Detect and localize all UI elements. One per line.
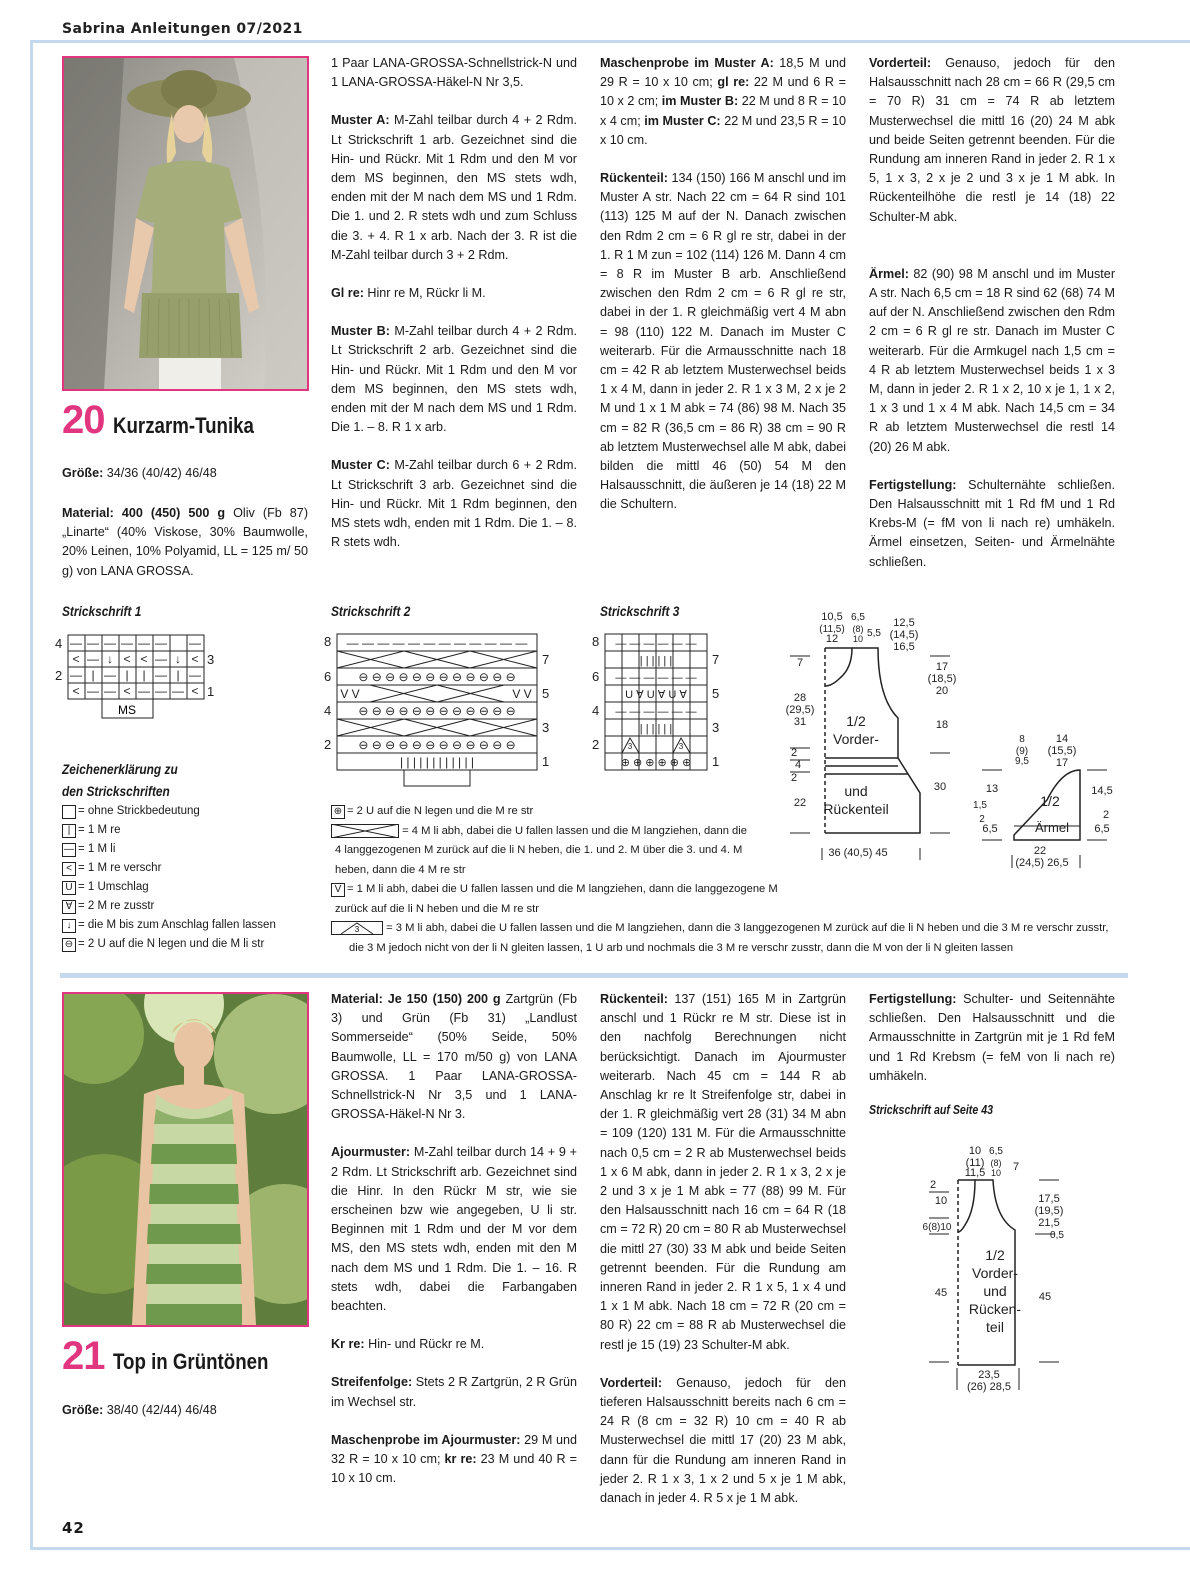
svg-text:12: 12	[825, 633, 839, 645]
svg-text:|: |	[142, 668, 146, 682]
pattern-title: Kurzarm-Tunika	[112, 413, 254, 438]
back-label: Rückenteil:	[600, 171, 668, 186]
gauge-label: Maschenprobe im Ajourmuster:	[331, 1432, 521, 1447]
svg-text:2: 2	[592, 737, 600, 752]
svg-text:(11): (11)	[965, 1157, 985, 1169]
svg-text:(26) 28,5: (26) 28,5	[966, 1381, 1012, 1393]
muster-a-label: Muster A:	[331, 113, 390, 128]
svg-text:6,5: 6,5	[1094, 823, 1110, 835]
ajour-text: M-Zahl teilbar durch 14 + 9 + 2 Rdm. Lt Strickschrift arb. Gezeichnet sind die Hinr. In den Rückr M str, wie sie erscheinen bzw wie angegeben, U li str. Beginnen mit 1 Rdm und der M vor dem MS, den MS stets wdh, enden mit den M nach dem MS und 1 Rdm. Die 1. – 16. R stets wdh, dabei die Farbangaben beachten.	[331, 1145, 578, 1314]
svg-text:11,5: 11,5	[964, 1167, 986, 1179]
muster-b-text: M-Zahl teilbar durch 4 + 2 Rdm. Lt Strickschrift 2 arb. Gezeichnet sind die Hin- und Rückr. Mit 1 Rdm und den M vor dem MS beginnen, den MS stets wdh, enden mit der M nach dem MS und 1 Rdm. Die 1. – 8. R 1 x arb.	[331, 324, 577, 435]
gauge-label: Maschenprobe im Muster A:	[600, 56, 774, 70]
kr-re-label: Kr re:	[331, 1337, 365, 1352]
kr-re-text: Hin- und Rückr re M.	[368, 1337, 485, 1352]
svg-text:<: <	[191, 652, 199, 666]
svg-text:4: 4	[794, 759, 802, 771]
svg-text:|: |	[176, 668, 180, 682]
svg-text:18: 18	[935, 719, 949, 731]
material-20	[62, 504, 308, 581]
svg-text:und: und	[983, 1283, 1007, 1299]
svg-text:1/2: 1/2	[846, 713, 866, 729]
section-20-title	[62, 398, 278, 443]
svg-text:14,5: 14,5	[1091, 785, 1113, 797]
svg-text:<: <	[123, 652, 131, 666]
svg-text:—: —	[121, 636, 133, 650]
svg-text:—: —	[87, 652, 99, 666]
sleeve-label: Ärmel:	[869, 266, 909, 281]
back-text: 134 (150) 166 M anschl und im Muster A str. Nach 22 cm = 64 R sind 101 (113) 125 M auf der N. Danach zwischen den Rdm 2 cm = 6 R gl re str, dabei in der 1. R 1 M zun = 102 (114) 126 M. Dann 4 cm = 8 R im Muster B arb. Anschließend zwischen den Rdm 2 cm = 6 R gl re str, dabei in der 1. R gleichmäßig vert 4 M abn = 98 (110) 122 M. Danach im Muster C weiterarb. Für die Armausschnitte nach 18 cm = 42 R ab letztem Musterwechsel beids 1 x 4 M, dann in jeder 2. R 1 x 3 M, 2 x je 2 M und 1 x 1 M abk = 74 (86) 98 M. Nach 35 cm = 82 R (36,5 cm = 86 R) 38 cm = 90 R ab letztem Musterwechsel alle M abk, dabei bilden die mittl 46 (50) 54 M den Halsausschnitt, die äußeren je 14 (18) 22 M die Schultern.	[600, 171, 846, 512]
needles-text: 1 Paar LANA-GROSSA-Schnellstrick-N und 1 LANA-GROSSA-Häkel-N Nr 3,5.	[331, 56, 577, 90]
muster-b-label: Muster B:	[331, 324, 390, 339]
svg-text:5: 5	[712, 686, 720, 701]
section-21-title	[62, 1334, 295, 1379]
drop-stitch-icon: ↓	[62, 919, 76, 933]
knitting-chart-2	[320, 630, 560, 790]
svg-text:⊖ ⊖ ⊖ ⊖ ⊖ ⊖ ⊖ ⊖ ⊖ ⊖ ⊖ ⊖: ⊖ ⊖ ⊖ ⊖ ⊖ ⊖ ⊖ ⊖ ⊖ ⊖ ⊖ ⊖	[358, 704, 516, 718]
svg-text:2: 2	[979, 814, 985, 825]
blank-symbol-icon	[62, 805, 76, 819]
schematic-body-20	[780, 608, 980, 868]
svg-text:(9): (9)	[1015, 746, 1029, 757]
svg-text:(14,5): (14,5)	[889, 629, 919, 641]
column-21-d	[869, 990, 1115, 1105]
sleeve-text: 82 (90) 98 M anschl und im Muster A str. Nach 6,5 cm = 18 R sind 62 (68) 74 M auf der N. Anschließend zwischen den Rdm 2 cm = 6 R gl re str. Danach im Muster C weiterarb. Für die Armkugel nach 1,5 cm = 4 R ab letztem Musterwechsel beids 1 x 3 M, dann in jeder 2. R 1 x 2, 10 x je 1, 1 x 2, 1 x 3 und 1 x 4 M abk. Nach 14,5 cm = 34 R ab letztem Musterwechsel die restl 14 (20) 26 M abk.	[869, 266, 1116, 454]
size-value: 34/36 (40/42) 46/48	[106, 466, 217, 480]
gl-re-text: Hinr re M, Rückr li M.	[367, 286, 486, 301]
size-value: 38/40 (42/44) 46/48	[106, 1403, 217, 1417]
svg-text:30: 30	[933, 781, 947, 793]
photo-tunika	[62, 56, 309, 391]
size-label: Größe:	[62, 466, 104, 480]
knitting-chart-1	[52, 630, 232, 725]
muster-c-text: M-Zahl teilbar durch 6 + 2 Rdm. Lt Strickschrift 3 arb. Gezeichnet sind die Hin- und Rückr. Mit 1 Rdm beginnen, den MS stets wdh, enden mit 1 Rdm. Die 1. – 8. R stets wdh.	[331, 458, 577, 550]
svg-text:6(8)10: 6(8)10	[922, 1222, 952, 1233]
purl-stitch-icon: —	[64, 844, 74, 855]
svg-text:(29,5): (29,5)	[785, 704, 815, 716]
svg-text:—: —	[104, 684, 116, 698]
svg-text:—: —	[87, 684, 99, 698]
svg-text:(24,5) 26,5: (24,5) 26,5	[1015, 857, 1069, 869]
column-20-d	[869, 54, 1115, 591]
knitting-chart-3	[588, 630, 728, 790]
svg-text:⊕ ⊕ ⊕ ⊕ ⊕ ⊕: ⊕ ⊕ ⊕ ⊕ ⊕ ⊕	[620, 757, 692, 769]
svg-text:2: 2	[790, 772, 798, 784]
svg-text:(8): (8)	[990, 1158, 1002, 1168]
svg-text:45: 45	[1038, 1291, 1052, 1303]
svg-text:1,5: 1,5	[973, 800, 987, 811]
yarn-over-icon: U	[62, 881, 76, 895]
svg-text:28: 28	[793, 692, 807, 704]
svg-text:(8): (8)	[852, 624, 864, 634]
svg-text:1: 1	[542, 754, 550, 769]
svg-text:— — — — — — — — — — — —: — — — — — — — — — — — —	[346, 636, 528, 650]
legend-item: < = 1 M re verschr	[62, 859, 276, 878]
svg-text:Ärmel: Ärmel	[1035, 820, 1069, 835]
svg-text:— — — — — —: — — — — — —	[615, 706, 697, 718]
material-label: Material: Je 150 (150) 200 g	[331, 992, 501, 1006]
svg-text:17: 17	[1055, 757, 1069, 769]
svg-text:9,5: 9,5	[1015, 756, 1029, 767]
legend-item-cont: 4 langgezogenen M zurück auf die li N heben, die 1. und 2. M über die 3. und 4. M	[335, 844, 743, 856]
svg-text:2: 2	[790, 747, 798, 759]
svg-text:4: 4	[592, 703, 600, 718]
svg-text:8: 8	[324, 634, 332, 649]
legend-title-line-1: Zeichenerklärung zu	[62, 761, 178, 777]
size-label: Größe:	[62, 1403, 104, 1417]
column-20-c	[600, 54, 846, 534]
svg-text:6,5: 6,5	[982, 823, 998, 835]
svg-text:—: —	[155, 652, 167, 666]
schematic-sleeve-20	[972, 730, 1122, 870]
svg-text:17: 17	[935, 661, 949, 673]
svg-text:— — — — — —: — — — — — —	[615, 638, 697, 650]
legend-item: = ohne Strickbedeutung	[62, 802, 276, 821]
legend-item: ∀ = 2 M re zusstr	[62, 897, 276, 916]
svg-text:3: 3	[712, 720, 720, 735]
svg-text:—: —	[87, 636, 99, 650]
gauge-text: 18,5 M und 29 R = 10 x 10 cm; gl re: 22 M und 6 R = 10 x 2 cm; im Muster B: 22 M und 8 R = 10 x 4 cm; im Muster C: 22 M und 23,5 R = 10 x 10 cm.	[600, 56, 846, 147]
svg-text:16,5: 16,5	[893, 641, 915, 653]
legend-item: U = 1 Umschlag	[62, 878, 276, 897]
legend-item-cont: zurück auf die li N heben und die M re str	[335, 902, 539, 915]
svg-text:|: |	[125, 668, 129, 682]
pattern-number: 21	[62, 1334, 105, 1378]
svg-text:und: und	[844, 783, 868, 799]
legend-item: ⊕ = 2 U auf die N legen und die M re str	[331, 802, 1111, 822]
svg-text:5: 5	[542, 686, 550, 701]
k2tog-icon: ∀	[62, 900, 76, 914]
svg-text:U ∀ U ∀ U ∀: U ∀ U ∀ U ∀	[625, 689, 687, 701]
chart-3-title: Strickschrift 3	[600, 603, 680, 619]
svg-text:Vorder-: Vorder-	[833, 731, 879, 747]
svg-text:3: 3	[542, 720, 550, 735]
svg-text:20: 20	[935, 685, 949, 697]
svg-text:10: 10	[968, 1145, 982, 1157]
svg-text:6,5: 6,5	[989, 1146, 1003, 1157]
size-21	[62, 1403, 310, 1417]
stripe-text: Stets 2 R Zartgrün, 2 R Grün im Wechsel str.	[331, 1375, 578, 1409]
svg-text:—: —	[70, 636, 82, 650]
svg-text:10: 10	[990, 1168, 1002, 1178]
row-num-4: 4	[55, 636, 63, 651]
svg-text:6,5: 6,5	[851, 612, 865, 623]
svg-text:Vorder-: Vorder-	[972, 1265, 1018, 1281]
svg-text:<: <	[72, 684, 80, 698]
slip-elongated-icon: V	[331, 883, 345, 897]
gl-re-label: Gl re:	[331, 286, 364, 301]
svg-text:(19,5): (19,5)	[1034, 1205, 1064, 1217]
back-label: Rückenteil:	[600, 992, 668, 1006]
svg-text:1/2: 1/2	[1040, 793, 1060, 809]
photo-tunika-illustration	[64, 58, 307, 389]
svg-text:17,5: 17,5	[1038, 1193, 1060, 1205]
legend-title-line-2: den Strickschriften	[62, 783, 170, 799]
ms-label: MS	[118, 703, 136, 717]
front-text: Genauso, jedoch für den Halsausschnitt nach 28 cm = 66 R (29,5 cm = 70 R) 31 cm = 74 R ab letztem Musterwechsel die mittl 16 (20) 24 M abk und beide Seiten getrennt beenden. Für die Rundung am inneren Rand in jeder 2. R 1 x 5, 1 x 3, 2 x je 2 und 3 x je 1 M abk. In Rückenteilhöhe die restl je 14 (18) 22 Schulter-M abk.	[869, 56, 1116, 224]
knit-stitch-icon: |	[62, 824, 76, 838]
svg-text:4: 4	[324, 703, 332, 718]
muster-c-label: Muster C:	[331, 458, 390, 473]
photo-top	[62, 992, 309, 1327]
svg-text:Rückenteil: Rückenteil	[823, 801, 889, 817]
svg-text:— — — — — —: — — — — — —	[615, 672, 697, 684]
svg-text:| | | | | |: | | | | | |	[639, 655, 673, 667]
svg-text:1/2: 1/2	[985, 1247, 1005, 1263]
svg-text:10,5: 10,5	[821, 611, 843, 623]
svg-text:0,5: 0,5	[1050, 1230, 1064, 1241]
legend-title	[62, 758, 178, 802]
svg-text:1: 1	[712, 754, 720, 769]
cluster-3-icon	[331, 921, 383, 935]
page-number: 42	[62, 1519, 85, 1537]
column-21-c	[600, 990, 846, 1527]
svg-text:<: <	[123, 684, 131, 698]
finishing-label: Fertigstellung:	[869, 992, 957, 1006]
legend-item: V = 1 M li abh, dabei die U fallen lassen und die M langziehen, dann die langgezogene M	[331, 880, 1111, 900]
twisted-knit-icon: <	[62, 862, 76, 876]
legend-item: = 4 M li abh, dabei die U fallen lassen und die M langziehen, dann die	[331, 822, 1111, 842]
svg-text:2: 2	[929, 1179, 937, 1191]
legend-item-cont: die 3 M jedoch nicht von der li N gleiten lassen, 1 U arb und nochmals die 3 M re verschr zusstr, dann die M von der li N gleiten lassen	[349, 941, 1014, 954]
svg-text:8: 8	[1019, 734, 1025, 745]
muster-a-text: M-Zahl teilbar durch 4 + 2 Rdm. Lt Strickschrift 1 arb. Gezeichnet sind die Hin- und Rückr. Mit 1 Rdm und den M vor dem MS beginnen, den MS stets wdh, enden mit der M nach dem MS und 1 Rdm. Die 1. und 2. R stets wdh und zum Schluss die 3. + 4. R 1 x arb. Nach der 3. R ist die M-Zahl teilbar durch 3 + 2 Rdm.	[331, 113, 578, 262]
size-20	[62, 466, 310, 480]
svg-text:14: 14	[1055, 733, 1069, 745]
svg-text:(15,5): (15,5)	[1047, 745, 1077, 757]
svg-text:V V: V V	[340, 687, 360, 701]
svg-text:⊖ ⊖ ⊖ ⊖ ⊖ ⊖ ⊖ ⊖ ⊖ ⊖ ⊖ ⊖: ⊖ ⊖ ⊖ ⊖ ⊖ ⊖ ⊖ ⊖ ⊖ ⊖ ⊖ ⊖	[358, 738, 516, 752]
finishing-text: Schulternähte schließen. Den Halsausschnitt mit 1 Rd fM und 1 Rd Krebs-M (= fM von li nach re) umhäkeln. Ärmel einsetzen, Seiten- und Ärmelnähte schließen.	[869, 477, 1115, 569]
svg-text:| | | | | | | | | |: | | | | | | | | | | | |	[399, 755, 475, 769]
gauge-text: 29 M und 32 R = 10 x 10 cm; kr re: 23 M und 40 R = 10 x 10 cm.	[331, 1432, 578, 1486]
pattern-title: Top in Grüntönen	[112, 1349, 268, 1374]
svg-text:45: 45	[934, 1287, 948, 1299]
svg-text:—: —	[172, 684, 184, 698]
column-21-b	[331, 990, 577, 1507]
front-label: Vorderteil:	[600, 1375, 663, 1390]
ajour-label: Ajourmuster:	[331, 1145, 411, 1160]
pattern-number: 20	[62, 398, 105, 442]
double-yo-purl-icon: ⊖	[62, 938, 76, 952]
material-text: Oliv (Fb 87) „Linarte“ (40% Viskose, 30% Baumwolle, 20% Leinen, 10% Polyamid, LL = 125 m/ 50 g) von LANA GROSSA.	[62, 506, 309, 578]
cross-4-icon	[331, 824, 399, 838]
svg-text:|: |	[91, 668, 95, 682]
double-yo-knit-icon: ⊕	[331, 805, 345, 819]
row-num-1: 1	[207, 684, 215, 699]
svg-text:3: 3	[627, 742, 633, 751]
svg-text:—: —	[189, 636, 201, 650]
legend-item: | = 1 M re	[62, 821, 276, 840]
svg-text:22: 22	[1033, 845, 1047, 857]
svg-text:3: 3	[354, 925, 360, 935]
svg-text:—: —	[104, 636, 116, 650]
svg-text:(11,5): (11,5)	[819, 624, 845, 635]
svg-text:—: —	[138, 684, 150, 698]
svg-text:—: —	[189, 668, 201, 682]
front-label: Vorderteil:	[869, 56, 932, 70]
chart-2-title: Strickschrift 2	[331, 603, 411, 619]
svg-text:↓: ↓	[107, 652, 113, 666]
legend-item: — = 1 M li	[64, 843, 116, 855]
svg-text:—: —	[70, 668, 82, 682]
svg-text:22: 22	[793, 797, 807, 809]
svg-text:6: 6	[324, 669, 332, 684]
svg-text:—: —	[155, 636, 167, 650]
svg-text:10: 10	[934, 1195, 948, 1207]
svg-text:21,5: 21,5	[1038, 1217, 1060, 1229]
svg-text:10: 10	[852, 634, 864, 644]
schematic-body-21	[915, 1140, 1075, 1400]
finishing-text: Schulter- und Seitennähte schließen. Den Halsausschnitt und die Armausschnitte in Zartgrün mit je 1 Rd feM und 1 Rd Krebsm (= feM von li nach re) umhäkeln.	[869, 992, 1115, 1083]
svg-text:—: —	[104, 668, 116, 682]
svg-text:5,5: 5,5	[867, 628, 881, 639]
svg-text:3: 3	[678, 742, 684, 751]
svg-text:7: 7	[712, 652, 720, 667]
svg-text:—: —	[155, 668, 167, 682]
front-text: Genauso, jedoch für den tieferen Halsausschnitt bereits nach 6 cm = 24 R (8 cm = 32 R) 10 cm = 40 R ab Musterwechsel die mittl 17 (20) 23 M abk, dann für die Rundung am inneren Rand in jeder 2. R 1 x 3, 1 x 2 und 5 x je 1 M abk, danach in jeder 4. R 5 x je 1 M abk.	[600, 1375, 847, 1506]
svg-text:—: —	[138, 636, 150, 650]
svg-text:<: <	[191, 684, 199, 698]
svg-text:36 (40,5) 45: 36 (40,5) 45	[828, 847, 888, 859]
legend-item-cont: heben, dann die 4 M re str	[335, 863, 466, 876]
svg-text:⊖ ⊖ ⊖ ⊖ ⊖ ⊖ ⊖ ⊖ ⊖ ⊖ ⊖ ⊖: ⊖ ⊖ ⊖ ⊖ ⊖ ⊖ ⊖ ⊖ ⊖ ⊖ ⊖ ⊖	[358, 670, 516, 684]
svg-text:7: 7	[796, 657, 804, 669]
svg-text:V V: V V	[512, 687, 532, 701]
svg-text:12,5: 12,5	[893, 617, 915, 629]
legend-list	[62, 802, 276, 954]
stripe-label: Streifenfolge:	[331, 1375, 413, 1390]
column-20-b	[331, 54, 577, 571]
svg-text:teil: teil	[986, 1319, 1004, 1335]
svg-text:↓: ↓	[175, 652, 181, 666]
material-label: Material: 400 (450) 500 g	[62, 506, 226, 520]
svg-text:<: <	[72, 652, 80, 666]
svg-text:13: 13	[985, 783, 999, 795]
magazine-header: Sabrina Anleitungen 07/2021	[62, 21, 303, 37]
svg-text:Rücken-: Rücken-	[968, 1301, 1022, 1317]
chart-reference: Strickschrift auf Seite 43	[869, 1103, 994, 1117]
legend-item: ⊖ = 2 U auf die N legen und die M li str	[62, 935, 276, 954]
svg-text:<: <	[140, 652, 148, 666]
svg-text:2: 2	[1102, 809, 1110, 821]
svg-text:| | | | | |: | | | | | |	[639, 723, 673, 735]
svg-text:7: 7	[542, 652, 550, 667]
row-num-2: 2	[55, 668, 63, 683]
back-text: 137 (151) 165 M in Zartgrün anschl und 1 Rückr re M str. Diese ist in den nachfolg Berechnungen nicht berücksichtigt. Danach im Ajourmuster weiterarb. Nach 45 cm = 144 R ab Anschlag kr re lt Streifenfolge str, dabei in der 1. R gleichmäßig vert 28 (31) 34 M abn = 109 (120) 131 M. Für die Armausschnitte nach 0,5 cm = 2 R ab Musterwechsel beids 1 x 6 M abk, dann in jeder 2. R 1 x 3, 2 x je 2 und 3 x je 1 M abk = 77 (88) 99 M. Für den Halsausschnitt nach 16 cm = 64 R (18 cm = 72 R) 20 cm = 80 R ab Musterwechsel die mittl 27 (30) 33 M abk und beide Seiten getrennt beenden. Für die Rundung am inneren Rand in jeder 2. R 1 x 5, 1 x 4 und 1 x 1 M abk. Nach 18 cm = 72 R (20 cm = 80 R) 22 cm = 88 R ab Musterwechsel die restl je 15 (19) 23 Schulter-M abk.	[600, 992, 846, 1352]
legend-item: ↓ = die M bis zum Anschlag fallen lassen	[62, 916, 276, 935]
svg-text:31: 31	[793, 716, 807, 728]
svg-text:—: —	[155, 684, 167, 698]
section-divider	[60, 973, 1128, 978]
finishing-label: Fertigstellung:	[869, 477, 957, 492]
chart-1-title: Strickschrift 1	[62, 603, 142, 619]
svg-text:(18,5): (18,5)	[927, 673, 957, 685]
material-text: Zartgrün (Fb 3) und Grün (Fb 31) „Landlust Sommerseide“ (50% Seide, 50% Baumwolle, LL = 170 m/50 g) von LANA GROSSA. 1 Paar LANA-GROSSA-Schnellstrick-N Nr 3,5 und 1 LANA-GROSSA-Häkel-N Nr 3.	[331, 992, 577, 1122]
svg-text:7: 7	[1012, 1161, 1020, 1173]
legend-item: 3 = 3 M li abh, dabei die U fallen lassen und die M langziehen, dann die 3 langgezogenen M zurück auf die li N heben und die 3 M re verschr zusstr,	[331, 919, 1111, 939]
svg-text:2: 2	[324, 737, 332, 752]
svg-text:23,5: 23,5	[978, 1369, 1000, 1381]
row-num-3: 3	[207, 652, 215, 667]
svg-text:6: 6	[592, 669, 600, 684]
photo-top-illustration	[64, 994, 307, 1325]
svg-text:8: 8	[592, 634, 600, 649]
